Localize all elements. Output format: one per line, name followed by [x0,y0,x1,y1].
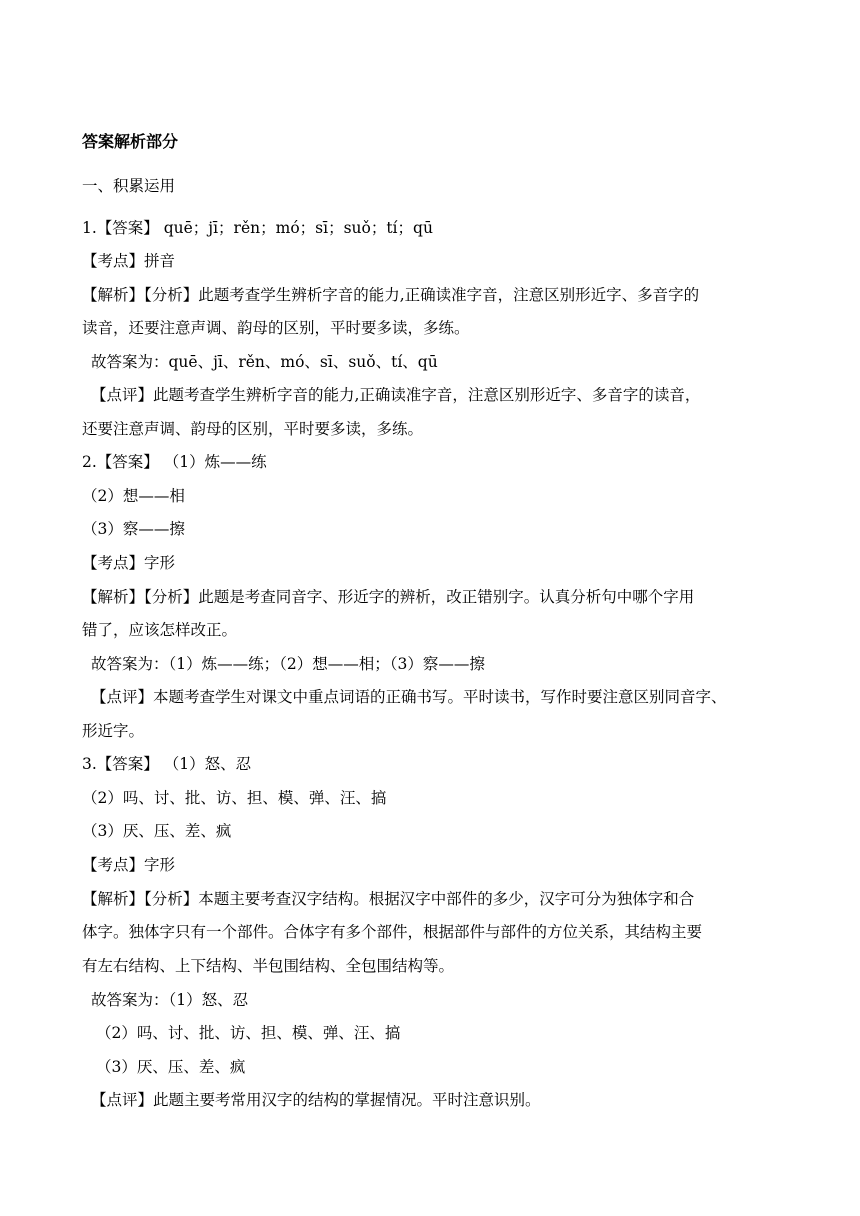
q2-item-3: （3）察——擦 [82,520,185,538]
q2-kaodian: 【考点】字形 [82,554,176,572]
q3-analysis-2: 体字。独体字只有一个部件。合体字有多个部件，根据部件与部件的方位关系，其结构主要 [82,923,703,941]
q3-final: 故答案为：（1）怒、忍 [91,991,249,1009]
q1-kaodian: 【考点】拼音 [82,252,176,270]
q1-final: 故答案为：quē、jī、rěn、mó、sī、suǒ、tí、qū [91,353,438,371]
heading: 答案解析部分 [82,132,179,151]
q3-analysis-1: 【解析】【分析】本题主要考查汉字结构。根据汉字中部件的多少，汉字可分为独体字和合 [82,890,695,908]
q3-item-3: （3）厌、压、差、疯 [82,822,232,840]
q2-item-2: （2）想——相 [82,487,185,505]
q1-analysis-2: 读音，还要注意声调、韵母的区别，平时要多读，多练。 [82,319,470,337]
q1-comment-2: 还要注意声调、韵母的区别，平时要多读，多练。 [82,420,424,438]
q3-item-2: （2）吗、讨、批、访、担、模、弹、汪、搞 [82,789,387,807]
q2-answer: 2.【答案】 （1）炼——练 [82,453,267,471]
q3-final-3: （3）厌、压、差、疯 [96,1058,246,1076]
q3-analysis-3: 有左右结构、上下结构、半包围结构、全包围结构等。 [82,957,455,975]
q2-final: 故答案为：（1）炼——练；（2）想——相；（3）察——擦 [91,655,485,673]
q2-comment-1: 【点评】本题考查学生对课文中重点词语的正确书写。平时读书，写作时要注意区别同音字、 [91,688,727,706]
q2-analysis-1: 【解析】【分析】此题是考查同音字、形近字的辨析，改正错别字。认真分析句中哪个字用 [82,588,695,606]
q3-answer: 3.【答案】 （1）怒、忍 [82,755,252,773]
q3-final-2: （2）吗、讨、批、访、担、模、弹、汪、搞 [96,1024,401,1042]
section-title: 一、积累运用 [82,177,176,195]
q1-answer: 1.【答案】 quē；jī；rěn；mó；sī；suǒ；tí；qū [82,219,433,237]
q1-analysis-1: 【解析】【分析】此题考查学生辨析字音的能力,正确读准字音，注意区别形近字、多音字的 [82,286,700,304]
q2-analysis-2: 错了，应该怎样改正。 [82,621,238,639]
q3-kaodian: 【考点】字形 [82,856,176,874]
q1-comment-1: 【点评】此题考查学生辨析字音的能力,正确读准字音，注意区别形近字、多音字的读音， [91,386,701,404]
q3-comment-1: 【点评】此题主要考常用汉字的结构的掌握情况。平时注意识别。 [91,1091,541,1109]
q2-comment-2: 形近字。 [82,722,145,740]
